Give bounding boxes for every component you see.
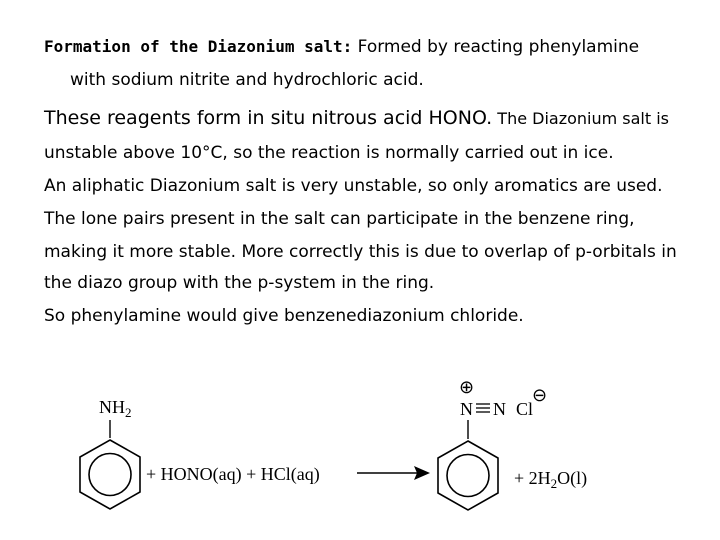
- triple-bond: [476, 404, 490, 412]
- reagents-label: + HONO(aq) + HCl(aq): [146, 464, 320, 484]
- temperature-line: unstable above 10°C, so the reaction is normally carried out in ice.: [44, 143, 614, 163]
- aliphatic-line: An aliphatic Diazonium salt is very unstable, so only aromatics are used.: [44, 176, 663, 196]
- heading-continuation: with sodium nitrite and hydrochloric acid.: [70, 70, 424, 90]
- phenylamine-structure: [80, 397, 140, 509]
- reagents-text: These reagents form in situ nitrous acid HONO.: [44, 107, 493, 129]
- orbital-line: making it more stable. More correctly this is due to overlap of p-orbitals in: [44, 242, 677, 262]
- amine-group-label: $NH_2$: [99, 397, 132, 420]
- negative-charge-icon: ⊖: [532, 385, 548, 405]
- chloride-label: Cl: [516, 399, 534, 419]
- aromatic-circle: [447, 455, 489, 497]
- diazo-line: the diazo group with the p-system in the ring.: [44, 273, 435, 293]
- positive-charge-icon: ⊕: [459, 377, 475, 397]
- stability-text: The Diazonium salt is: [492, 109, 670, 128]
- heading-rest: Formed by reacting phenylamine: [352, 37, 640, 57]
- lone-pair-line: The lone pairs present in the salt can participate in the benzene ring,: [44, 209, 635, 229]
- aromatic-circle: [89, 454, 131, 496]
- diazonium-structure: [438, 377, 547, 510]
- reagents-line: [44, 107, 669, 129]
- n-atom-2: N: [493, 399, 506, 419]
- reaction-arrow: [357, 466, 430, 480]
- water-byproduct-label: + $2H_2O(l)$: [514, 468, 588, 491]
- heading-bold: Formation of the Diazonium salt:: [44, 37, 353, 56]
- conclusion-line: So phenylamine would give benzenediazonium chloride.: [44, 306, 524, 326]
- n-atom-1: N: [460, 399, 473, 419]
- heading-line: [44, 37, 639, 57]
- reaction-equation: [0, 360, 720, 540]
